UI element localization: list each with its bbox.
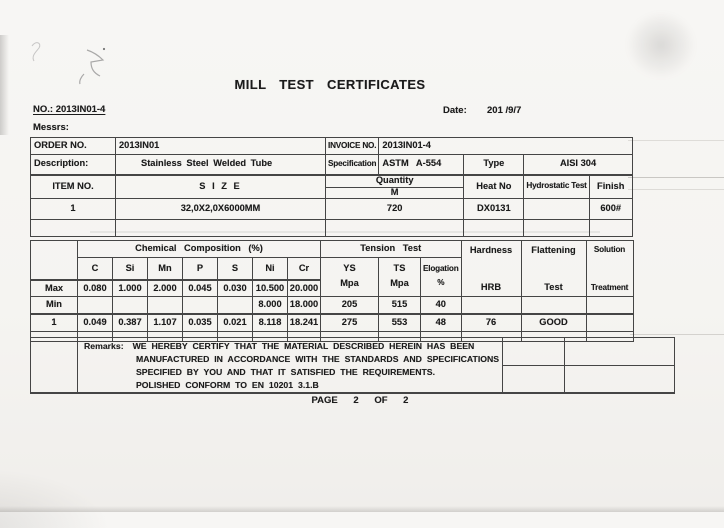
blank-cell — [464, 220, 524, 237]
blank-cell — [503, 365, 565, 393]
type-value: AISI 304 — [524, 155, 632, 175]
hardness-header-cell — [461, 241, 521, 297]
order-info-table — [30, 137, 633, 237]
solution-unit: Treatment — [590, 282, 629, 292]
chem-col-header: C — [78, 258, 113, 280]
scan-streak — [628, 177, 724, 178]
result-ts: 553 — [379, 314, 421, 332]
blank-cell — [565, 338, 675, 366]
date-value: 201 /9/7 — [487, 105, 522, 116]
solution-label: Solution — [593, 245, 626, 254]
date-label: Date: — [443, 105, 467, 116]
specification-value: ASTM A-554 — [379, 155, 464, 175]
elongation-header-cell — [421, 258, 462, 297]
blank-cell — [589, 220, 632, 237]
min-row-label: Min — [31, 297, 78, 314]
max-row-label: Max — [31, 280, 78, 297]
quantity-unit: M — [326, 188, 464, 199]
doc-number: NO.: 2013IN01-4 — [33, 104, 106, 115]
order-no-label: ORDER NO. — [31, 138, 116, 155]
heat-no-value: DX0131 — [464, 199, 524, 220]
hardness-label: Hardness — [469, 245, 513, 255]
ys-label: YS — [343, 263, 356, 274]
result-solution — [586, 314, 633, 332]
test-results-table — [30, 240, 634, 342]
scan-smudge-top-right — [625, 10, 697, 80]
heat-no-header: Heat No — [464, 175, 524, 199]
blank-cell — [586, 297, 633, 314]
ts-label: TS — [393, 263, 406, 274]
scan-shadow-bottom-left — [0, 468, 110, 528]
chem-col-header: Ni — [253, 258, 288, 280]
min-value — [78, 297, 113, 314]
finish-value: 600# — [589, 199, 632, 220]
min-value: 8.000 — [253, 297, 288, 314]
result-chem: 0.035 — [183, 314, 218, 332]
hardness-unit: HRB — [480, 281, 502, 292]
remarks-line-3: SPECIFIED BY YOU AND THAT IT SATISFIED THE REQUIREMENTS. — [136, 367, 435, 377]
solution-header-cell — [586, 241, 633, 297]
scan-smudge-left-edge — [0, 35, 9, 135]
size-value: 32,0X2,0X6000MM — [116, 199, 326, 220]
remarks-line-1: WE HEREBY CERTIFY THAT THE MATERIAL DESCRIBED HEREIN HAS BEEN — [132, 341, 475, 351]
flattening-header-cell — [521, 241, 586, 297]
page-footer: PAGE 2 OF 2 — [311, 395, 409, 406]
blank-cell — [31, 220, 116, 237]
result-hardness: 76 — [461, 314, 521, 332]
blank-cell — [565, 365, 675, 393]
ys-header-cell — [321, 258, 379, 297]
remarks-line-2: MANUFACTURED IN ACCORDANCE WITH THE STANDARDS AND SPECIFICATIONS — [136, 354, 500, 364]
order-no-value: 2013IN01 — [116, 138, 326, 155]
size-header: S I Z E — [116, 175, 326, 199]
result-chem: 1.107 — [148, 314, 183, 332]
remarks-cell — [78, 338, 503, 394]
invoice-no-value: 2013IN01-4 — [379, 138, 632, 155]
chem-col-header: Si — [113, 258, 148, 280]
min-value — [148, 297, 183, 314]
scan-shadow-bottom-edge — [0, 506, 724, 512]
remarks-label: Remarks: — [84, 341, 124, 351]
description-label: Description: — [31, 155, 116, 175]
ts-unit: Mpa — [390, 277, 409, 288]
max-value: 10.500 — [253, 280, 288, 297]
min-value — [113, 297, 148, 314]
item-no-value: 1 — [31, 199, 116, 220]
page-title: MILL TEST CERTIFICATES — [234, 77, 426, 92]
min-value — [218, 297, 253, 314]
result-chem: 8.118 — [253, 314, 288, 332]
result-chem: 18.241 — [288, 314, 321, 332]
scan-streak — [630, 334, 724, 335]
messrs-label: Messrs: — [33, 122, 69, 133]
max-value: 0.045 — [183, 280, 218, 297]
blank-cell — [116, 220, 326, 237]
blank-cell — [503, 338, 565, 366]
elongation-label: Elogation — [423, 263, 459, 273]
quantity-value: 720 — [326, 199, 464, 220]
result-flattening: GOOD — [521, 314, 586, 332]
min-elongation: 40 — [421, 297, 462, 314]
description-value: Stainless Steel Welded Tube — [116, 155, 326, 175]
min-ts: 515 — [379, 297, 421, 314]
scan-streak — [628, 189, 724, 190]
max-value: 2.000 — [148, 280, 183, 297]
ys-unit: Mpa — [340, 277, 359, 288]
hydrostatic-test-header: Hydrostatic Test — [524, 175, 589, 199]
item-no-header: ITEM NO. — [31, 175, 116, 199]
min-ys: 205 — [321, 297, 379, 314]
type-label: Type — [464, 155, 524, 175]
result-item-no: 1 — [31, 314, 78, 332]
result-chem: 0.387 — [113, 314, 148, 332]
result-chem: 0.049 — [78, 314, 113, 332]
min-value: 18.000 — [288, 297, 321, 314]
flattening-label: Flattening — [531, 245, 576, 255]
blank-cell — [521, 297, 586, 314]
blank-cell — [31, 338, 78, 394]
remarks-table — [30, 337, 675, 394]
ts-header-cell — [379, 258, 421, 297]
chemical-composition-header: Chemical Composition (%) — [78, 241, 321, 258]
result-chem: 0.021 — [218, 314, 253, 332]
flattening-unit: Test — [544, 281, 563, 292]
blank-cell — [31, 241, 78, 280]
max-value: 0.080 — [78, 280, 113, 297]
remarks-line-4: POLISHED CONFORM TO EN 10201 3.1.B — [136, 380, 319, 390]
hydrostatic-test-value — [524, 199, 589, 220]
invoice-no-label: INVOICE NO. — [326, 138, 379, 155]
result-ys: 275 — [321, 314, 379, 332]
blank-cell — [461, 297, 521, 314]
blank-cell — [524, 220, 589, 237]
quantity-header: Quantity — [326, 175, 464, 188]
chem-col-header: Cr — [288, 258, 321, 280]
elongation-unit: % — [437, 278, 445, 288]
blank-cell — [326, 220, 464, 237]
chem-col-header: Mn — [148, 258, 183, 280]
scan-streak — [628, 140, 724, 141]
remarks-text — [81, 338, 499, 392]
specification-label: Specification — [326, 155, 379, 175]
min-value — [183, 297, 218, 314]
result-elongation: 48 — [421, 314, 462, 332]
tension-test-header: Tension Test — [321, 241, 462, 258]
max-value: 1.000 — [113, 280, 148, 297]
finish-header: Finish — [589, 175, 632, 199]
chem-col-header: P — [183, 258, 218, 280]
chem-col-header: S — [218, 258, 253, 280]
max-value: 20.000 — [288, 280, 321, 297]
max-value: 0.030 — [218, 280, 253, 297]
